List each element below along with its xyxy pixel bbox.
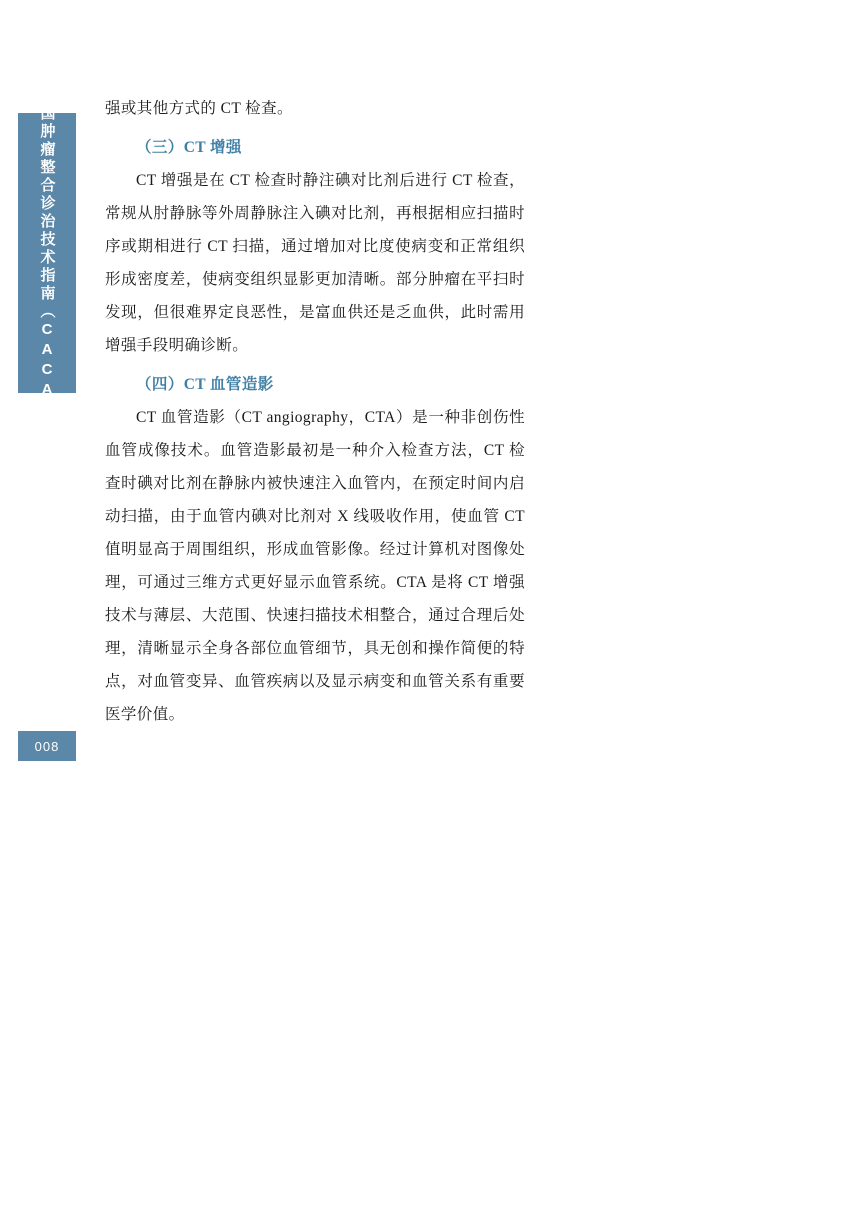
- body-text-column: [105, 92, 525, 731]
- section-heading-4: （四）CT 血管造影: [136, 376, 274, 393]
- section-paragraph-4: CT 血管造影（CT angiography，CTA）是一种非创伤性血管成像技术。血管造影最初是一种介入检查方法，CT 检查时碘对比剂在静脉内被快速注入血管内，在预定时间内启动扫描，由于血管内碘对比剂对 X 线吸收作用，使血管 CT 值明显高于周围组织，形成血管影像。经过计算机对图像处理，可通过三维方式更好显示血管系统。CTA 是将 CT 增强技术与薄层、大范围、快速扫描技术相整合，通过合理后处理，清晰显示全身各部位血管细节，具无创和操作简便的特点，对血管变异、血管疾病以及显示病变和血管关系有重要医学价值。: [105, 409, 525, 723]
- running-title-text: 中国肿瘤整合诊治技术指南（CACA）: [38, 87, 56, 419]
- page-number: 008: [34, 738, 60, 754]
- section-heading-3: （三）CT 增强: [136, 139, 242, 156]
- continued-paragraph: 强或其他方式的 CT 检查。: [105, 100, 293, 117]
- section-paragraph-3: CT 增强是在 CT 检查时静注碘对比剂后进行 CT 检查，常规从肘静脉等外周静脉注入碘对比剂，再根据相应扫描时序或期相进行 CT 扫描，通过增加对比度使病变和正常组织形成密度差，使病变组织显影更加清晰。部分肿瘤在平扫时发现，但很难界定良恶性，是富血供还是乏血供，此时需用增强手段明确诊断。: [105, 172, 525, 354]
- page-number-badge: [18, 731, 76, 761]
- running-title-tab: [18, 87, 76, 419]
